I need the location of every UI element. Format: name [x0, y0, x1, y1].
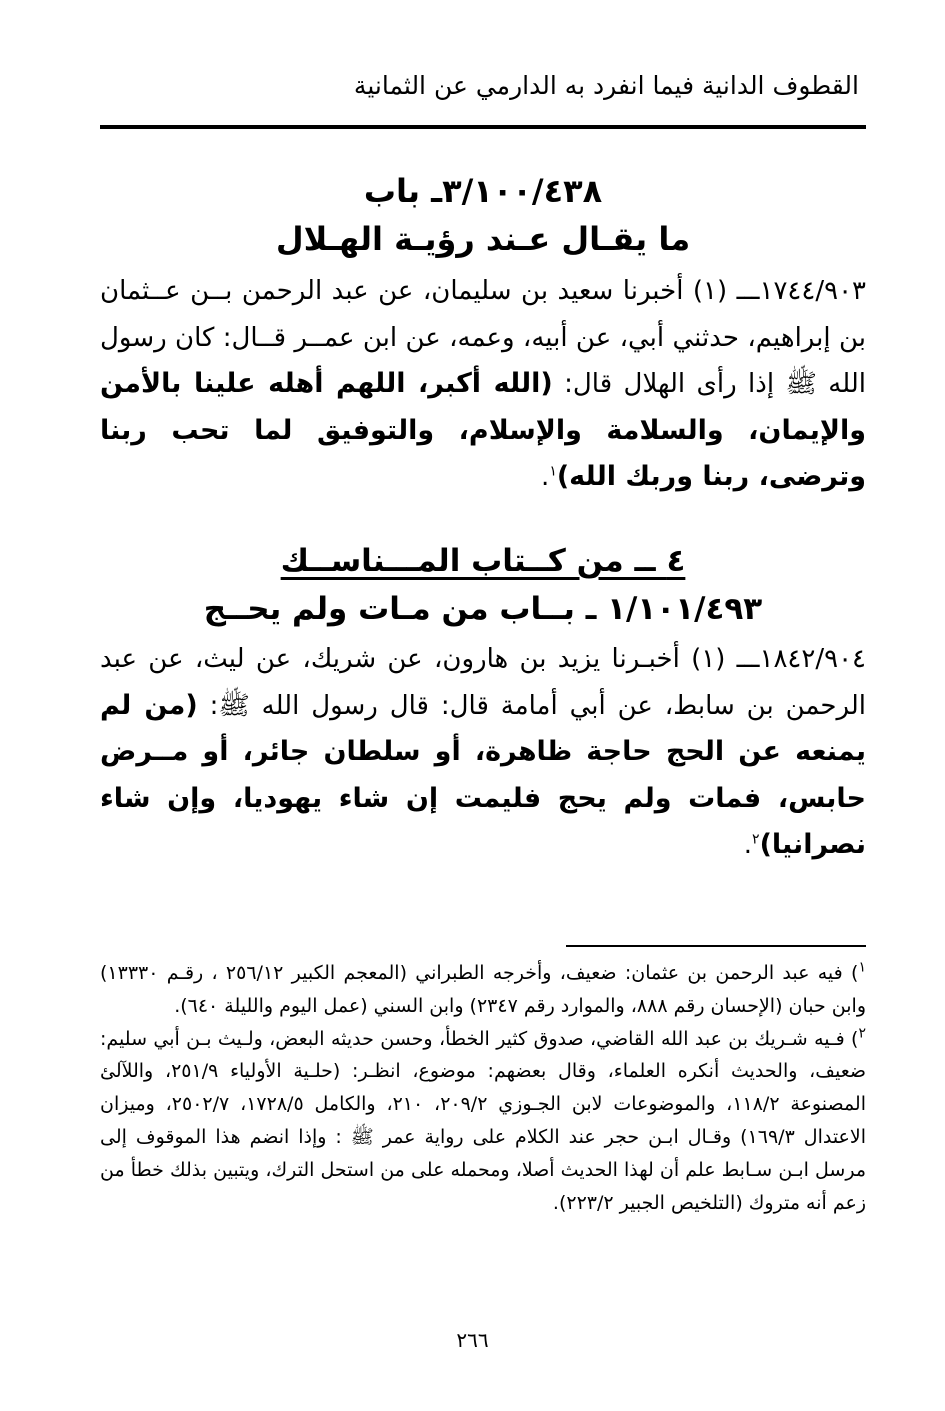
running-header: القطوف الدانية فيما انفرد به الدارمي عن الثمانية: [353, 71, 859, 100]
hadith-904-end: .: [743, 830, 753, 860]
hadith-904-matn: (من لم يمنعه عن الحج حاجة ظاهرة، أو سلطان جائر، أو مــرض حابس، فمات ولم يحج فليمت إن شاء يهوديا، وإن شاء نصرانيا): [100, 689, 866, 860]
footnote-2: [100, 1023, 866, 1220]
header-rule: [100, 125, 866, 129]
footnote-marker-1: ١: [858, 959, 866, 976]
footnote-marker-2: ٢: [858, 1025, 866, 1042]
footnote-text-2: ) فـيه شـريك بن عبد الله القاضي، صدوق كثير الخطأ، وحسن حديثه البعض، ولـيث بـن أبي سليم: ضعيف، والحديث أنكره العلماء، وقال بعضهم: موضوع، انظـر: (حلـية الأولياء ٢٥١/٩، واللآلئ المصنوعة ١١٨/٢، والموضوعات لابن الجـوزي ٢٠٩/٢، ٢١٠، والكامل ١٧٢٨/٥، ٢٥٠٢/٧، وميزان الاعتدال ١٦٩/٣) وقـال ابـن حجر عند الكلام على رواية عمر ﷺ : وإذا انضم هذا الموقوف إلى مرسل ابـن سـابط علم أن لهذا الحديث أصلا، ومحمله على من استحل الترك، ويتبين بذلك خطأ من زعم أنه متروك (التلخيص الجبير ٢٢٣/٢).: [100, 1027, 867, 1214]
hadith-903-end: .: [541, 462, 550, 492]
footnotes: [100, 957, 866, 1219]
page-number: ٢٦٦: [456, 1328, 489, 1352]
footnote-separator: [566, 945, 866, 947]
chapter-title-heading: ما يقـال عـند رؤيـة الهـلال: [275, 220, 691, 258]
footnote-1: [100, 957, 866, 1023]
chapter-heading-2: ١/١٠١/٤٩٣ ـ بــاب من مـات ولم يحــج: [203, 591, 763, 627]
footnote-ref-2[interactable]: ٢: [752, 831, 760, 848]
hadith-903: [100, 268, 866, 501]
footnote-text-1: ) فيه عبد الرحمن بن عثمان: ضعيف، وأخرجه الطبراني (المعجم الكبير ٢٥٦/١٢ ، رقـم ١٣٣٣٠) وابن حبان (الإحسان رقم ٨٨٨، والموارد رقم ٢٣٤٧) وابن السني (عمل اليوم والليلة ٦٤٠).: [100, 962, 866, 1017]
chapter-number-heading: ٣/١٠٠/٤٣٨ـ باب: [363, 172, 603, 210]
hadith-904-isnad: ١٨٤٢/٩٠٤ـــ (١) أخبـرنا يزيد بن هارون، عن شريك، عن ليث، عن عبد الرحمن بن سابط، عن أبي أمامة قال: قال رسول الله ﷺ:: [100, 644, 866, 721]
hadith-903-matn: (الله أكبر، اللهم أهله علينا بالأمن والإيمان، والسلامة والإسلام، والتوفيق لما تحب ربنا وترضى، ربنا وربك الله): [100, 368, 866, 492]
hadith-903-isnad: ١٧٤٤/٩٠٣ـــ (١) أخبرنا سعيد بن سليمان، عن عبد الرحمن بــن عــثمان بن إبراهيم، حدثني أبي، عن أبيه، وعمه، عن ابن عمــر قــال: كان رسول الله ﷺ إذا رأى الهلال قال:: [100, 276, 866, 399]
book-heading: ٤ ــ من كــتاب المـــناســك: [280, 543, 686, 579]
footnote-ref-1[interactable]: ١: [549, 463, 557, 480]
hadith-904: [100, 636, 866, 869]
